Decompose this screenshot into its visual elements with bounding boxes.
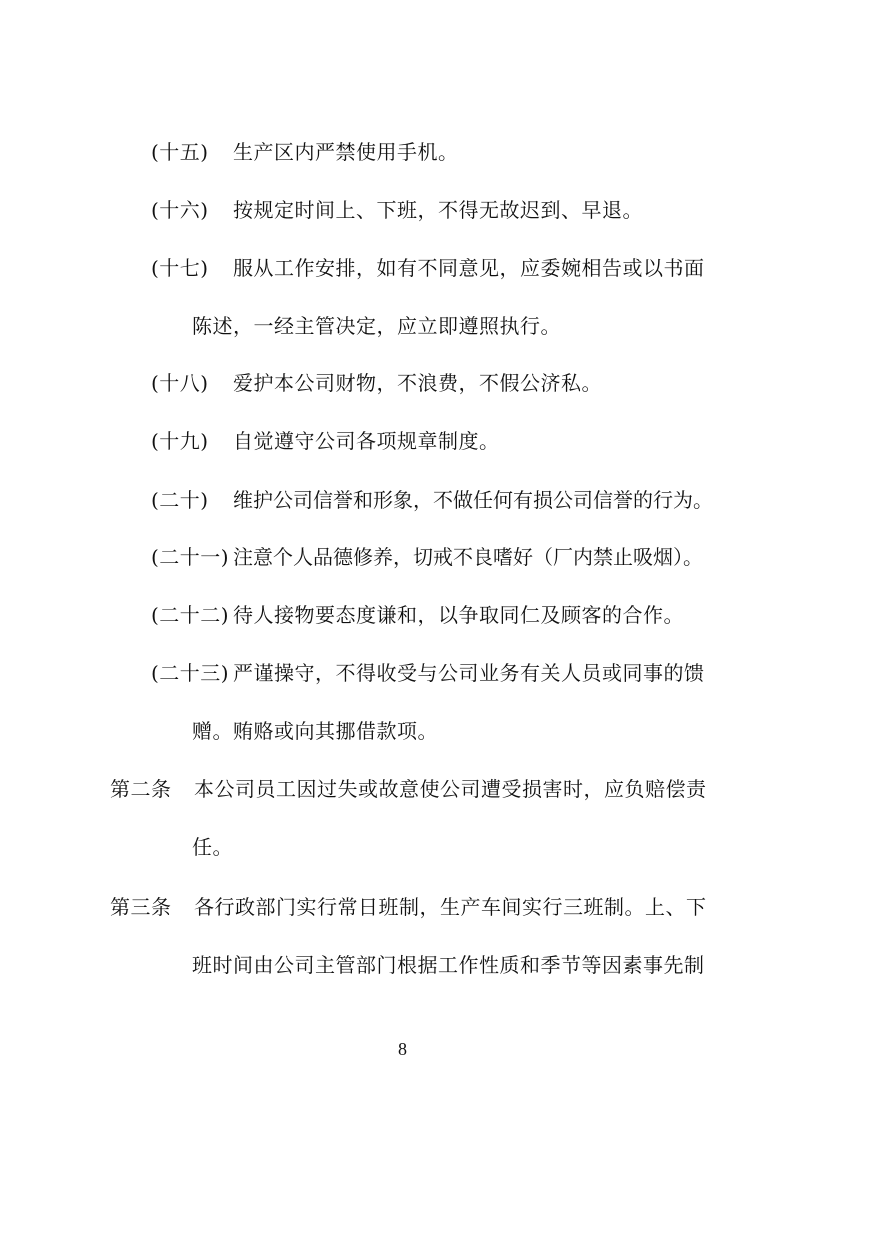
item-number: (二十) xyxy=(151,488,209,512)
item-number: (二十二) xyxy=(151,603,230,627)
item-number: (十五) xyxy=(151,140,209,164)
item-number: (十九) xyxy=(151,429,209,453)
item-number: (十八) xyxy=(151,371,209,395)
item-text: 按规定时间上、下班，不得无故迟到、早退。 xyxy=(233,198,643,222)
item-number: (二十三) xyxy=(151,661,230,685)
item-number: (十七) xyxy=(151,256,209,280)
article-continuation: 任。 xyxy=(192,835,233,859)
article-text: 本公司员工因过失或故意使公司遭受损害时，应负赔偿责 xyxy=(194,777,707,801)
list-item-continuation: 陈述，一经主管决定，应立即遵照执行。 xyxy=(192,314,561,338)
item-text: 自觉遵守公司各项规章制度。 xyxy=(233,429,500,453)
article-number: 第三条 xyxy=(110,895,172,919)
article-number: 第二条 xyxy=(110,777,172,801)
item-text: 注意个人品德修养，切戒不良嗜好（厂内禁止吸烟）。 xyxy=(233,545,703,569)
item-text: 生产区内严禁使用手机。 xyxy=(233,140,459,164)
list-item-continuation: 赠。贿赂或向其挪借款项。 xyxy=(192,719,438,743)
article-text: 各行政部门实行常日班制，生产车间实行三班制。上、下 xyxy=(194,895,707,919)
item-text: 维护公司信誉和形象，不做任何有损公司信誉的行为。 xyxy=(233,488,713,512)
item-text: 爱护本公司财物，不浪费，不假公济私。 xyxy=(233,371,602,395)
article-continuation: 班时间由公司主管部门根据工作性质和季节等因素事先制 xyxy=(192,953,705,977)
item-text: 严谨操守，不得收受与公司业务有关人员或同事的馈 xyxy=(233,661,705,685)
item-text: 待人接物要态度谦和，以争取同仁及顾客的合作。 xyxy=(233,603,684,627)
page-number: 8 xyxy=(398,1039,407,1059)
item-number: (二十一) xyxy=(151,545,230,569)
item-number: (十六) xyxy=(151,198,209,222)
item-text: 服从工作安排，如有不同意见，应委婉相告或以书面 xyxy=(233,256,705,280)
